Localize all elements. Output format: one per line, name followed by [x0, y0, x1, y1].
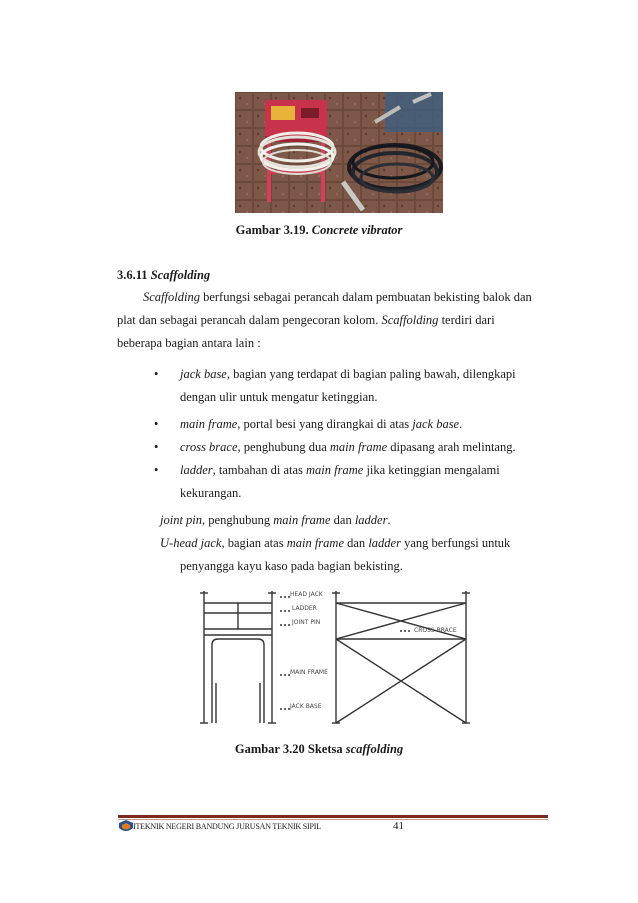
list-item-u-head-jack: U-head jack, bagian atas main frame dan ladder yang berfungsi untuk [160, 536, 511, 550]
sketch-label-joint-pin: JOINT PIN [292, 619, 321, 626]
bullet-marker: • [154, 367, 159, 381]
bullet-marker: • [154, 463, 159, 477]
list-item-joint-pin: joint pin, penghubung main frame dan ladder. [160, 513, 391, 527]
sketch-label-ladder: LADDER [292, 605, 317, 612]
intro-paragraph-line3: beberapa bagian antara lain : [117, 336, 261, 350]
list-item-u-head-jack-line2: penyangga kayu kaso pada bagian bekisting. [180, 559, 403, 573]
bullet-marker: • [154, 440, 159, 454]
sketch-label-main-frame: MAIN FRAME [290, 669, 328, 676]
intro-paragraph-line2: plat dan sebagai perancah dalam pengecoran kolom. Scaffolding terdiri dari [117, 313, 495, 327]
footer-rule [118, 815, 548, 818]
bullet-jack-base: jack base, bagian yang terdapat di bagian paling bawah, dilengkapi dengan ulir untuk mengatur ketinggian. [180, 367, 516, 404]
bullet-cross-brace: cross brace, penghubung dua main frame dipasang arah melintang. [180, 440, 516, 454]
sketch-label-head-jack: HEAD JACK [290, 591, 323, 598]
footer-rule-thin [118, 819, 548, 820]
polban-logo-icon [118, 819, 134, 835]
sketch-label-cross-brace: CROSS BRACE [414, 627, 457, 634]
figure-caption-scaffolding: Gambar 3.20 Sketsa scaffolding [234, 742, 404, 756]
section-heading: 3.6.11 Scaffolding [117, 268, 211, 282]
sketch-label-jack-base: JACK BASE [290, 703, 322, 710]
concrete-vibrator-photo [235, 92, 443, 213]
page-number: 41 [393, 820, 404, 832]
figure-caption-concrete-vibrator: Gambar 3.19. Concrete vibrator [235, 223, 403, 237]
bullet-ladder: ladder, tambahan di atas main frame jika ketinggian mengalami kekurangan. [180, 463, 500, 500]
bullet-main-frame: main frame, portal besi yang dirangkai di atas jack base. [180, 417, 463, 431]
footer-institution: ITEKNIK NEGERI BANDUNG JURUSAN TEKNIK SIPIL [133, 822, 321, 831]
bullet-marker: • [154, 417, 159, 431]
intro-paragraph: Scaffolding berfungsi sebagai perancah dalam pembuatan bekisting balok dan [143, 290, 532, 304]
scaffolding-sketch [190, 583, 490, 735]
